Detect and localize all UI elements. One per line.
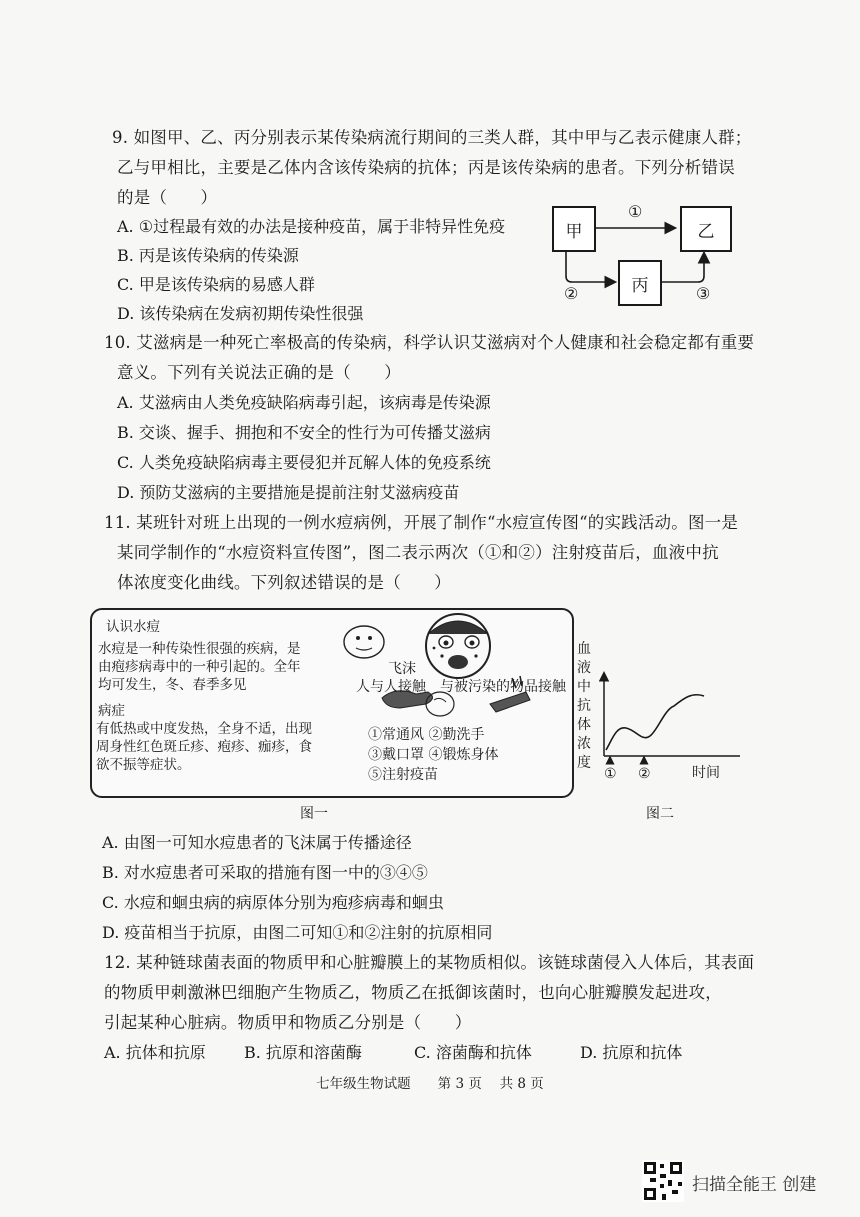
person-contact-label: 人与人接触 <box>356 679 426 695</box>
q9-flow-diagram <box>552 196 732 308</box>
q9-option-a: A. ①过程最有效的办法是接种疫苗，属于非特异性免疫 <box>117 217 506 236</box>
q12-line-3: 引起某种心脏病。物质甲和物质乙分别是（ ） <box>104 1013 472 1032</box>
q10-option-d: D. 预防艾滋病的主要措施是提前注射艾滋病疫苗 <box>117 483 460 502</box>
measures-line-3: ⑤注射疫苗 <box>368 767 438 783</box>
droplet-label: 飞沫 <box>388 661 416 677</box>
qr-code-icon <box>642 1160 684 1202</box>
injection-1-label: ① <box>604 766 617 782</box>
ylabel-char: 体 <box>577 717 591 733</box>
page-footer: 七年级生物试题 第 3 页 共 8 页 <box>316 1076 544 1092</box>
process-3-label: ③ <box>696 284 711 303</box>
measures-line-1: ①常通风 ②勤洗手 <box>368 727 485 743</box>
ylabel-char: 血 <box>577 641 591 657</box>
figure1-symptom-heading: 病症 <box>98 703 125 719</box>
q10-option-a: A. 艾滋病由人类免疫缺陷病毒引起，该病毒是传染源 <box>117 393 491 412</box>
q12-line-2: 的物质甲刺激淋巴细胞产生物质乙，物质乙在抵御该菌时，也向心脏瓣膜发起进攻， <box>104 983 722 1002</box>
q11-line-2: 某同学制作的“水痘资料宣传图”，图二表示两次（①和②）注射疫苗后，血液中抗 <box>117 543 719 562</box>
figure2-ylabel <box>574 640 594 773</box>
group-yi-box <box>680 206 732 252</box>
ylabel-char: 度 <box>577 755 591 771</box>
figure1-symptoms-2: 周身性红色斑丘疹、疱疹、痂疹，食 <box>96 739 312 755</box>
injection-2-label: ② <box>638 766 651 782</box>
ylabel-char: 抗 <box>577 698 591 714</box>
q9-line-3: 的是（ ） <box>117 188 218 207</box>
figure2-chart <box>574 640 744 790</box>
group-jia-label: 甲 <box>565 221 583 242</box>
q11-option-d: D. 疫苗相当于抗原，由图二可知①和②注射的抗原相同 <box>102 923 493 942</box>
figure1-symptoms-3: 欲不振等症状。 <box>96 757 191 773</box>
figure1-caption: 图一 <box>300 806 328 822</box>
q11-line-1: 11. 某班针对班上出现的一例水痘病例，开展了制作“水痘宣传图“的实践活动。图一是 <box>104 513 739 532</box>
figure1-intro-1: 水痘是一种传染性很强的疾病，是 <box>98 641 301 657</box>
q10-line-2: 意义。下列有关说法正确的是（ ） <box>117 363 401 382</box>
q11-line-3: 体浓度变化曲线。下列叙述错误的是（ ） <box>117 573 451 592</box>
q12-option-a: A. 抗体和抗原 <box>104 1043 206 1062</box>
watermark-text: 扫描全能王 创建 <box>692 1175 817 1195</box>
process-1-label: ① <box>628 202 643 221</box>
group-bing-box <box>618 260 662 306</box>
q11-option-c: C. 水痘和蛔虫病的病原体分别为疱疹病毒和蛔虫 <box>102 893 444 912</box>
q11-option-a: A. 由图一可知水痘患者的飞沫属于传播途径 <box>102 833 412 852</box>
ylabel-char: 浓 <box>577 736 591 752</box>
q12-option-b: B. 抗原和溶菌酶 <box>244 1043 362 1062</box>
q9-option-b: B. 丙是该传染病的传染源 <box>117 246 299 265</box>
process-2-label: ② <box>564 284 579 303</box>
q11-option-b: B. 对水痘患者可采取的措施有图一中的③④⑤ <box>102 863 428 882</box>
q10-option-b: B. 交谈、握手、拥抱和不安全的性行为可传播艾滋病 <box>117 423 491 442</box>
scanner-watermark <box>640 1160 840 1200</box>
group-bing-label: 丙 <box>631 275 649 296</box>
q9-line-2: 乙与甲相比，主要是乙体内含该传染病的抗体；丙是该传染病的患者。下列分析错误 <box>117 158 735 177</box>
group-yi-label: 乙 <box>697 221 715 242</box>
q9-line-1: 9. 如图甲、乙、丙分别表示某传染病流行期间的三类人群，其中甲与乙表示健康人群； <box>112 128 752 147</box>
figure1-intro-2: 由疱疹病毒中的一种引起的。全年 <box>98 659 301 675</box>
group-jia-box <box>552 206 596 252</box>
antibody-curve <box>606 695 704 750</box>
q12-line-1: 12. 某种链球菌表面的物质甲和心脏瓣膜上的某物质相似。该链球菌侵入人体后，其表面 <box>104 953 755 972</box>
figure2-caption: 图二 <box>646 806 674 822</box>
q9-option-c: C. 甲是该传染病的易感人群 <box>117 275 315 294</box>
ylabel-char: 中 <box>577 679 591 695</box>
q10-option-c: C. 人类免疫缺陷病毒主要侵犯并瓦解人体的免疫系统 <box>117 453 491 472</box>
figure1-symptoms-1: 有低热或中度发热，全身不适，出现 <box>96 721 312 737</box>
measures-line-2: ③戴口罩 ④锻炼身体 <box>368 747 499 763</box>
transmission-illustration <box>330 612 570 730</box>
figure2-xlabel: 时间 <box>692 765 720 781</box>
figure1-heading: 认识水痘 <box>106 619 160 635</box>
q12-option-d: D. 抗原和抗体 <box>580 1043 683 1062</box>
q9-option-d: D. 该传染病在发病初期传染性很强 <box>117 304 364 323</box>
q10-line-1: 10. 艾滋病是一种死亡率极高的传染病，科学认识艾滋病对个人健康和社会稳定都有重要 <box>104 333 755 352</box>
figure1-panel <box>90 608 574 798</box>
ylabel-char: 液 <box>577 660 591 676</box>
figure1-intro-3: 均可发生，冬、春季多见 <box>98 677 247 693</box>
q12-option-c: C. 溶菌酶和抗体 <box>414 1043 532 1062</box>
object-contact-label: 与被污染的物品接触 <box>440 679 566 695</box>
